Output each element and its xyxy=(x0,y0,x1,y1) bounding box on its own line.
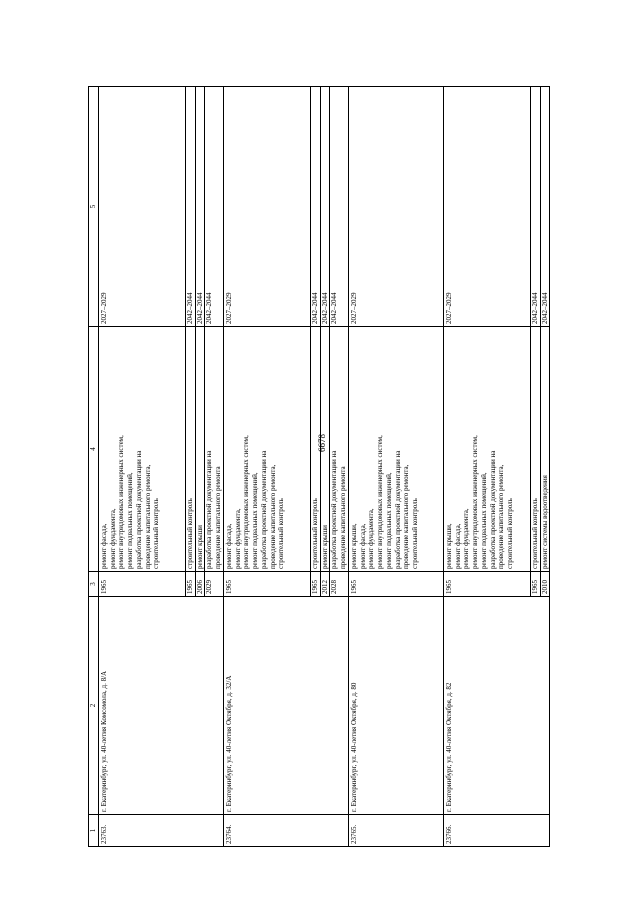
row-work-list xyxy=(348,327,443,572)
work-item: ремонт фундамента, xyxy=(233,508,242,569)
work-item: ремонт внутридомовых инженерных систем, xyxy=(117,435,126,569)
sub-period: 2042–2044 xyxy=(330,87,349,327)
row-number: 23766. xyxy=(443,815,550,847)
row-address: г. Екатеринбург, ул. 40-летия Октября, д. 82 xyxy=(443,597,550,815)
sub-year: 1965 xyxy=(185,572,195,597)
work-item: ремонт фасада, xyxy=(224,523,233,569)
sub-work-item: ремонт крыши xyxy=(195,525,204,569)
sub-work-item: ремонт крыши xyxy=(320,525,329,569)
sub-work xyxy=(330,327,349,572)
sub-period: 2042–2044 xyxy=(530,87,540,327)
header-col-1: 1 xyxy=(89,815,99,847)
sub-period: 2042–2044 xyxy=(205,87,224,327)
work-item: проведение капитального ремонта, xyxy=(497,464,506,569)
row-number: 23764. xyxy=(223,815,348,847)
work-item: ремонт подвальных помещений, xyxy=(479,472,488,569)
work-item: ремонт фасада, xyxy=(99,523,108,569)
work-item: ремонт подвальных помещений, xyxy=(384,472,393,569)
sub-year: 2006 xyxy=(195,572,205,597)
sub-work xyxy=(195,327,205,572)
row-address: г. Екатеринбург, ул. 40-летия Октября, д. 32/А xyxy=(223,597,348,815)
work-item: ремонт фасада, xyxy=(358,523,367,569)
row-work-list xyxy=(98,327,185,572)
sub-work-item: проведение капитального ремонта xyxy=(214,466,222,569)
work-item: проведение капитального ремонта, xyxy=(143,464,152,569)
row-year: 1965 xyxy=(348,572,443,597)
sub-period: 2042–2044 xyxy=(320,87,330,327)
sub-work-item: разработка проектной документации на xyxy=(330,450,339,569)
sub-work xyxy=(320,327,330,572)
sub-year: 2012 xyxy=(320,572,330,597)
header-col-5: 5 xyxy=(89,87,99,327)
work-item: ремонт фундамента, xyxy=(108,508,117,569)
table-body xyxy=(98,87,550,847)
sub-work xyxy=(205,327,224,572)
sub-period: 2042–2044 xyxy=(185,87,195,327)
work-item: разработка проектной документации на xyxy=(393,450,402,569)
row-number: 23765. xyxy=(348,815,443,847)
work-item: строительный контроль xyxy=(506,498,514,569)
work-item: ремонт крыши, xyxy=(444,523,453,569)
row-address: г. Екатеринбург, ул. 40-летия Комсомола, д. 8/А xyxy=(98,597,223,815)
work-item: ремонт фундамента, xyxy=(367,508,376,569)
header-col-2: 2 xyxy=(89,597,99,815)
header-row xyxy=(89,87,99,847)
sub-period: 2042–2044 xyxy=(310,87,320,327)
row-address: г. Екатеринбург, ул. 40-летия Октября, д. 80 xyxy=(348,597,443,815)
page-number: 6678 xyxy=(317,434,327,452)
row-number: 23763. xyxy=(98,815,223,847)
sub-year: 2028 xyxy=(330,572,349,597)
work-item: ремонт фасада, xyxy=(453,523,462,569)
work-item: ремонт подвальных помещений, xyxy=(126,472,134,569)
work-item: строительный контроль xyxy=(411,498,419,569)
repair-schedule-table-wrapper xyxy=(88,87,603,847)
work-item: разработка проектной документации на xyxy=(488,450,497,569)
sub-work xyxy=(310,327,320,572)
work-item: ремонт внутридомовых инженерных систем, xyxy=(376,435,384,569)
table-row xyxy=(223,87,310,847)
row-period: 2027–2029 xyxy=(223,87,310,327)
row-work-list xyxy=(443,327,530,572)
sub-work xyxy=(185,327,195,572)
row-period: 2027–2029 xyxy=(443,87,530,327)
work-item: проведение капитального ремонта, xyxy=(268,464,277,569)
work-item: ремонт крыши, xyxy=(349,523,358,569)
sub-year: 2010 xyxy=(540,572,550,597)
sub-year: 1965 xyxy=(310,572,320,597)
sub-work xyxy=(530,327,540,572)
work-item: проведение капитального ремонта, xyxy=(402,464,411,569)
work-item: ремонт подвальных помещений, xyxy=(251,472,259,569)
sub-work-item: ремонт системы водоотведения xyxy=(540,475,549,569)
work-item: ремонт внутридомовых инженерных систем, xyxy=(242,435,251,569)
row-year: 1965 xyxy=(98,572,185,597)
work-item: разработка проектной документации на xyxy=(134,450,143,569)
sub-year: 1965 xyxy=(530,572,540,597)
sub-work-item: строительный контроль xyxy=(310,498,319,569)
repair-schedule-table xyxy=(88,86,550,847)
work-item: строительный контроль xyxy=(277,498,286,569)
work-item: разработка проектной документации на xyxy=(259,450,268,569)
work-item: ремонт внутридомовых инженерных систем, xyxy=(471,435,479,569)
header-col-3: 3 xyxy=(89,572,99,597)
row-period: 2027–2029 xyxy=(98,87,185,327)
sub-work-item: строительный контроль xyxy=(185,498,194,569)
work-item: ремонт фундамента, xyxy=(462,508,471,569)
table-row xyxy=(443,87,530,847)
row-year: 1965 xyxy=(223,572,310,597)
table-row xyxy=(98,87,185,847)
sub-work xyxy=(540,327,550,572)
sub-period: 2042–2044 xyxy=(195,87,205,327)
sub-work-item: проведение капитального ремонта xyxy=(339,466,347,569)
row-year: 1965 xyxy=(443,572,530,597)
header-col-4: 4 xyxy=(89,327,99,572)
sub-period: 2042–2044 xyxy=(540,87,550,327)
sub-year: 2029 xyxy=(205,572,224,597)
sub-work-item: разработка проектной документации на xyxy=(205,450,214,569)
table-row xyxy=(348,87,443,847)
row-work-list xyxy=(223,327,310,572)
row-period: 2027–2029 xyxy=(348,87,443,327)
work-item: строительный контроль xyxy=(152,498,161,569)
sub-work-item: строительный контроль xyxy=(530,498,539,569)
